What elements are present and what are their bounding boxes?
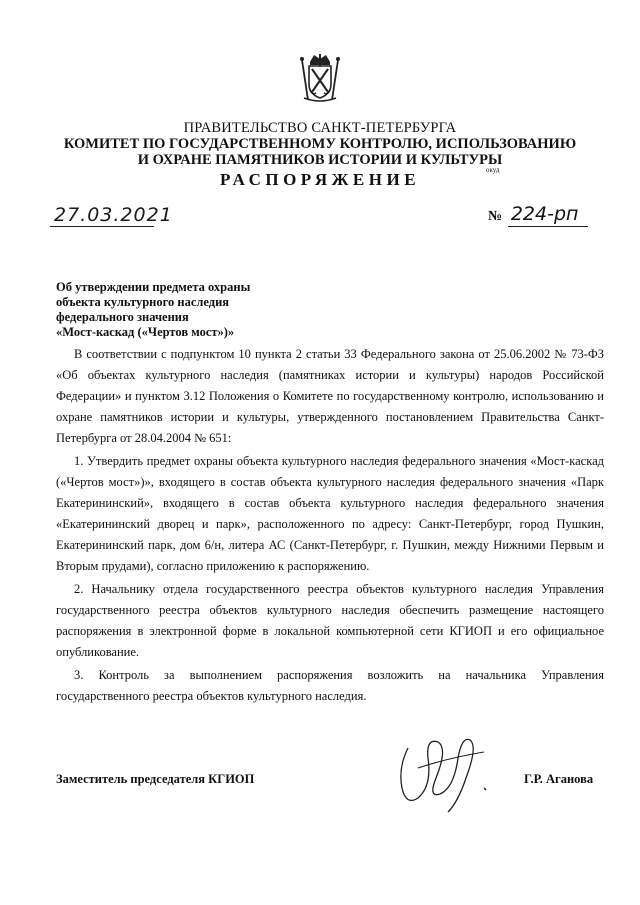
coat-of-arms-icon bbox=[296, 52, 344, 104]
subject-line: Об утверждении предмета охраны bbox=[56, 280, 251, 294]
order-item-1: 1. Утвердить предмет охраны объекта культурного наследия федерального значения «Мост-каскад («Чертов мост»)», входящего в состав объекта культурного наследия федерального значения «Парк Екатерининский», входящего в состав объекта культурного наследия федерального значения «Екатерининский дворец и парк», расположенного по адресу: Санкт-Петербург, город Пушкин, Екатерининский парк, дом 6/н, литера АС (Санкт-Петербург, г. Пушкин, между Нижними Первым и Вторым прудами), согласно приложению к распоряжению. bbox=[56, 454, 604, 573]
document-date: 27.03.2021 bbox=[54, 204, 173, 226]
government-name: ПРАВИТЕЛЬСТВО САНКТ-ПЕТЕРБУРГА bbox=[183, 120, 457, 136]
preamble-paragraph: В соответствии с подпунктом 10 пункта 2 статьи 33 Федерального закона от 25.06.2002 № 73-ФЗ «Об объектах культурного наследия (памятниках истории и культуры) народов Российской Федерации» и пунктом 3.12 Положения о Комитете по государственному контролю, использованию и охране памятников истории и культуры, утвержденного постановлением Правительства Санкт-Петербурга от 28.04.2004 № 651: bbox=[56, 347, 604, 445]
committee-line-1: КОМИТЕТ ПО ГОСУДАРСТВЕННОМУ КОНТРОЛЮ, ИСПОЛЬЗОВАНИЮ bbox=[63, 136, 577, 152]
date-underline bbox=[50, 226, 154, 227]
committee-name bbox=[60, 136, 580, 168]
committee-line-2: И ОХРАНЕ ПАМЯТНИКОВ ИСТОРИИ И КУЛЬТУРЫ bbox=[137, 152, 503, 168]
subject-line: «Мост-каскад («Чертов мост»)» bbox=[56, 325, 235, 339]
document-type: РАСПОРЯЖЕНИЕ bbox=[219, 170, 421, 189]
document-subject bbox=[56, 280, 250, 340]
subject-line: федерального значения bbox=[56, 310, 189, 324]
document-body bbox=[56, 344, 604, 707]
number-value: 224-рп bbox=[510, 203, 579, 225]
number-underline bbox=[508, 226, 588, 227]
handwritten-signature bbox=[388, 728, 498, 818]
okud-label: окуд bbox=[486, 166, 500, 174]
number-label: № bbox=[488, 209, 503, 224]
subject-line: объекта культурного наследия bbox=[56, 295, 230, 309]
order-item-3: 3. Контроль за выполнением распоряжения возложить на начальника Управления государственного реестра объектов культурного наследия. bbox=[56, 668, 604, 703]
order-item-2: 2. Начальнику отдела государственного реестра объектов культурного наследия Управления государственного реестра объектов культурного наследия обеспечить размещение настоящего распоряжения в электронной форме в локальной компьютерной сети КГИОП и его официальное опубликование. bbox=[56, 582, 604, 659]
document-number bbox=[488, 203, 578, 226]
signatory-name: Г.Р. Аганова bbox=[524, 772, 594, 786]
signatory-title: Заместитель председателя КГИОП bbox=[56, 772, 255, 786]
